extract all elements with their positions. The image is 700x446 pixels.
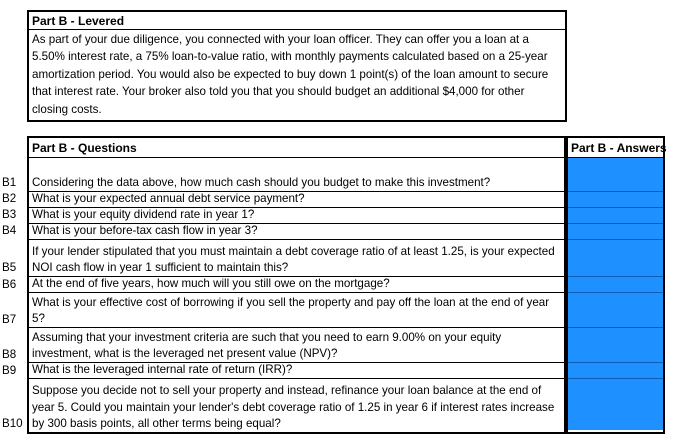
answers-column [566,136,665,434]
row-id: B3 [2,208,17,221]
questions-body [29,158,564,432]
questions-header: Part B - Questions [29,138,564,158]
row-id: B4 [2,224,17,237]
question-text: What is your expected annual debt service payment? [32,191,305,205]
question-text: What is the leveraged internal rate of return (IRR)? [32,362,293,376]
question-text: Suppose you decide not to sell your property and instead, refinance your loan balance at the end of year 5. Could you maintain your lender's debt coverage ratio of 1.25 in year 6 if interest rates increase by 300 basis points, all other terms being equal? [32,384,555,430]
question-text: At the end of five years, how much will you still owe on the mortgage? [32,276,390,290]
question-row [29,293,564,328]
answer-cell-b8[interactable] [568,328,663,363]
question-row [29,328,564,363]
row-id: B2 [2,192,17,205]
question-text: Considering the data above, how much cash should you budget to make this investment? [32,175,491,189]
question-row [29,192,564,208]
question-text: What is your equity dividend rate in year 1? [32,207,255,221]
question-row [29,379,564,432]
question-text: What is your before-tax cash flow in year 3? [32,223,258,237]
part-b-title: Part B - Levered [29,12,565,30]
answer-cell-b2[interactable] [568,192,663,208]
row-id: B10 [2,417,23,430]
row-id: B6 [2,278,17,291]
part-b-info-box [27,10,567,122]
question-row [29,208,564,224]
question-row [29,277,564,293]
question-row [29,158,564,192]
question-text: If your lender stipulated that you must maintain a debt coverage ratio of at least 1.25, is your expected NOI cash flow in year 1 sufficient to maintain this? [32,244,555,274]
questions-table [27,136,566,434]
answers-header: Part B - Answers [568,138,663,158]
answer-cell-b9[interactable] [568,363,663,379]
answer-cell-b1[interactable] [568,158,663,192]
question-row [29,224,564,240]
question-text: What is your effective cost of borrowing if you sell the property and pay off the loan at the end of year 5? [32,295,550,325]
part-b-description: As part of your due diligence, you connected with your loan officer. They can offer you a loan at a 5.50% interest rate, a 75% loan-to-value ratio, with monthly payments calculated based on a 25-year amortization period. You would also be expected to buy down 1 point(s) of the loan amount to secure that interest rate. Your broker also told you that you should budget an additional $4,000 for other closing costs. [32,33,549,116]
row-id: B5 [2,261,17,274]
question-text: Assuming that your investment criteria are such that you need to earn 9.00% on your equity investment, what is the leveraged net present value (NPV)? [32,330,502,360]
answer-cell-b4[interactable] [568,224,663,240]
question-row [29,240,564,277]
row-id: B8 [2,348,17,361]
row-id: B7 [2,313,17,326]
answer-cell-b7[interactable] [568,293,663,328]
answer-cell-b5[interactable] [568,240,663,277]
question-row [29,363,564,379]
answer-cell-b6[interactable] [568,277,663,293]
answer-cell-b10[interactable] [568,379,663,430]
row-id: B1 [2,176,17,189]
row-id: B9 [2,364,17,377]
answer-cell-b3[interactable] [568,208,663,224]
